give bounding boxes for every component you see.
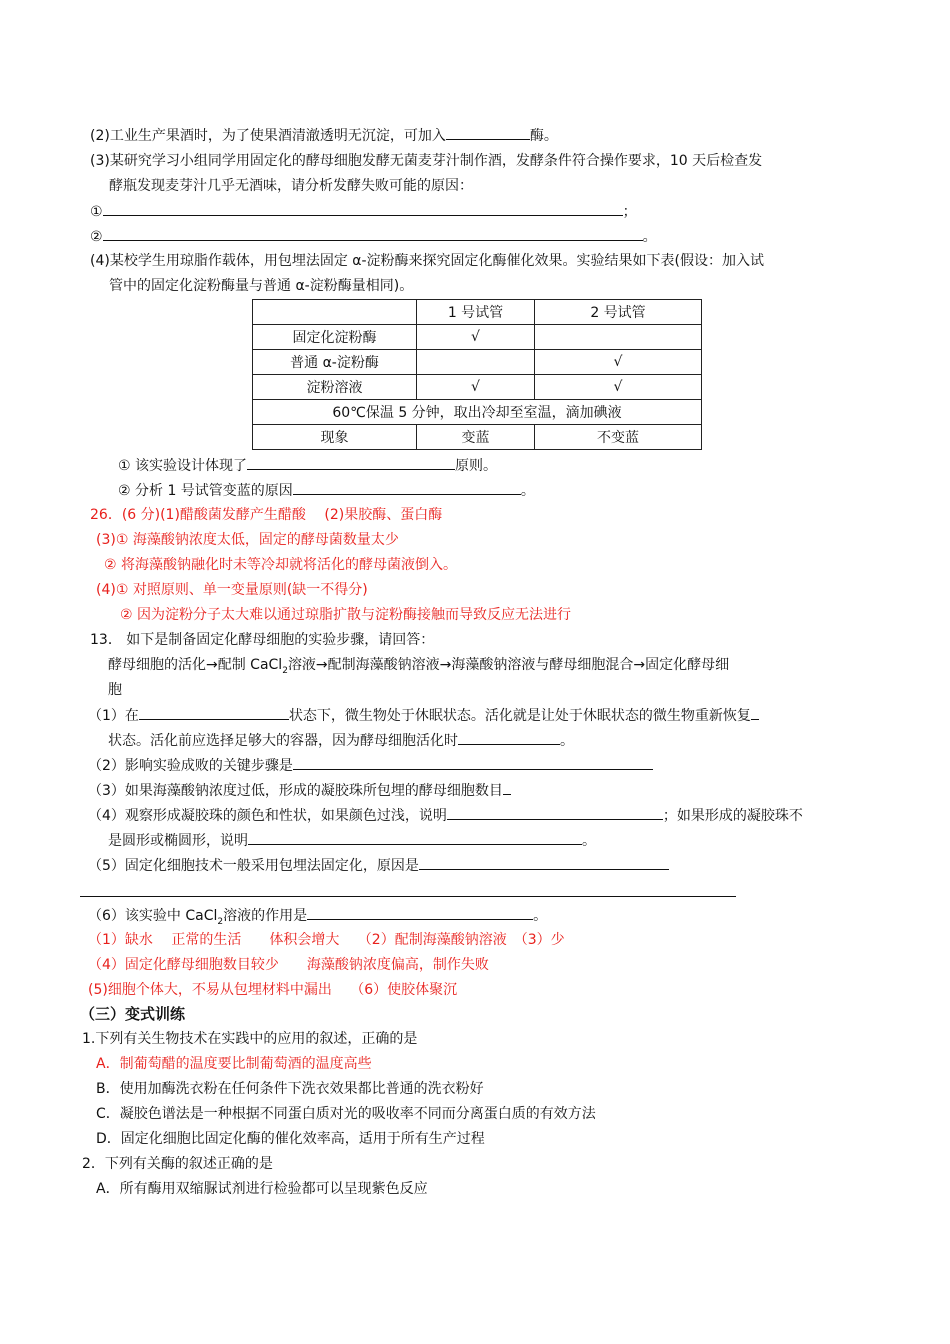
answer-blank[interactable] [419,855,669,870]
answer-blank[interactable] [293,480,521,495]
q1-option-a: A．制葡萄醋的温度要比制葡萄酒的温度高些 [96,1056,372,1072]
answer-26-line5: ② 因为淀粉分子太大难以通过琼脂扩散与淀粉酶接触而导致反应无法进行 [120,607,571,623]
table-result-row: 现象 变蓝 不变蓝 [253,425,702,450]
q13-part1-line2: 状态。活化前应选择足够大的容器，因为酵母细胞活化时 。 [108,730,574,751]
table-header-row: 1 号试管 2 号试管 [253,300,702,325]
answer-blank[interactable] [103,201,623,216]
answer-blank[interactable] [247,455,455,470]
answer-26-line3: ② 将海藻酸钠融化时未等冷却就将活化的酵母菌液倒入。 [104,557,457,573]
answer-blank[interactable] [248,830,582,845]
q1-option-c: C．凝胶色谱法是一种根据不同蛋白质对光的吸收率不同而分离蛋白质的有效方法 [96,1106,596,1122]
answer-13-line3: (5)细胞个体大，不易从包埋材料中漏出 （6）使胶体聚沉 [88,982,458,998]
answer-blank[interactable] [446,125,530,140]
answer-26-line4: (4)① 对照原则、单一变量原则(缺一不得分) [96,582,368,598]
answer-blank[interactable] [751,705,759,720]
q1-option-d: D．固定化细胞比固定化酶的催化效率高，适用于所有生产过程 [96,1131,485,1147]
answer-blank[interactable] [458,730,560,745]
table-row: 固定化淀粉酶 √ [253,325,702,350]
q13-part1-line1: （1）在 状态下，微生物处于休眠状态。活化就是让处于休眠状态的微生物重新恢复 [88,705,759,726]
q13-title: 13． 如下是制备固定化酵母细胞的实验步骤，请回答： [90,632,435,648]
answer-blank-line[interactable] [80,896,736,897]
answer-26-line2: (3)① 海藻酸钠浓度太低，固定的酵母菌数量太少 [96,532,399,548]
q2-option-a: A．所有酶用双缩脲试剂进行检验都可以呈现紫色反应 [96,1181,428,1197]
q13-part3: （3）如果海藻酸钠浓度过低，形成的凝胶珠所包埋的酵母细胞数目 [88,780,511,801]
q25-part2: (2)工业生产果酒时，为了使果酒清澈透明无沉淀，可加入 酶。 [90,125,558,146]
q13-part5: （5）固定化细胞技术一般采用包埋法固定化，原因是 [88,855,669,876]
table-row: 普通 α-淀粉酶 √ [253,350,702,375]
q25-part3-line1: (3)某研究学习小组同学用固定化的酵母细胞发酵无菌麦芽汁制作酒，发酵条件符合操作要求，10 天后检查发 [90,153,763,169]
section-heading: （三）变式训练 [80,1005,186,1023]
q13-part2: （2）影响实验成败的关键步骤是 [88,755,653,776]
q25-sub2: ② 分析 1 号试管变蓝的原因 。 [118,480,535,501]
q25-part4-line1: (4)某校学生用琼脂作载体，用包埋法固定 α-淀粉酶来探究固定化酶催化效果。实验结果如下表(假设：加入试 [90,253,765,269]
answer-13-line1: （1）缺水 正常的生活 体积会增大 （2）配制海藻酸钠溶液 （3）少 [88,932,565,948]
q25-part4-line2: 管中的固定化淀粉酶量与普通 α-淀粉酶量相同)。 [109,278,414,294]
answer-26-line1: 26．(6 分)(1)醋酸菌发酵产生醋酸 (2)果胶酶、蛋白酶 [90,507,443,523]
answer-blank[interactable] [503,780,511,795]
question-1: 1.下列有关生物技术在实践中的应用的叙述，正确的是 [82,1031,418,1047]
q25-sub1: ① 该实验设计体现了 原则。 [118,455,497,476]
table-row: 淀粉溶液 √ √ [253,375,702,400]
q1-option-b: B．使用加酶洗衣粉在任何条件下洗衣效果都比普通的洗衣粉好 [96,1081,484,1097]
answer-blank[interactable] [307,905,533,920]
q13-steps-line2: 胞 [108,682,122,698]
answer-blank[interactable] [447,805,663,820]
q13-part4-line1: （4）观察形成凝胶珠的颜色和性状，如果颜色过浅，说明 ；如果形成的凝胶珠不 [88,805,803,826]
table-merged-row: 60℃保温 5 分钟，取出冷却至室温，滴加碘液 [253,400,702,425]
q25-part3-line2: 酵瓶发现麦芽汁几乎无酒味，请分析发酵失败可能的原因： [109,178,473,194]
q25-reason-1: ① ； [90,201,637,222]
question-2: 2．下列有关酶的叙述正确的是 [82,1156,273,1172]
answer-blank[interactable] [139,705,289,720]
answer-blank[interactable] [103,226,643,241]
answer-13-line2: （4）固定化酵母细胞数目较少 海藻酸钠浓度偏高，制作失败 [88,957,489,973]
q25-reason-2: ② 。 [90,226,657,247]
q13-part6: （6）该实验中 CaCl$_2$溶液的作用是 。 [88,905,547,932]
answer-blank[interactable] [293,755,653,770]
q13-part4-line2: 是圆形或椭圆形，说明 。 [108,830,596,851]
q13-steps-line1: 酵母细胞的活化→配制 CaCl$_2$溶液→配制海藻酸钠溶液→海藻酸钠溶液与酵母细胞混合→固定化酵母细 [108,657,730,676]
experiment-table [252,299,702,450]
